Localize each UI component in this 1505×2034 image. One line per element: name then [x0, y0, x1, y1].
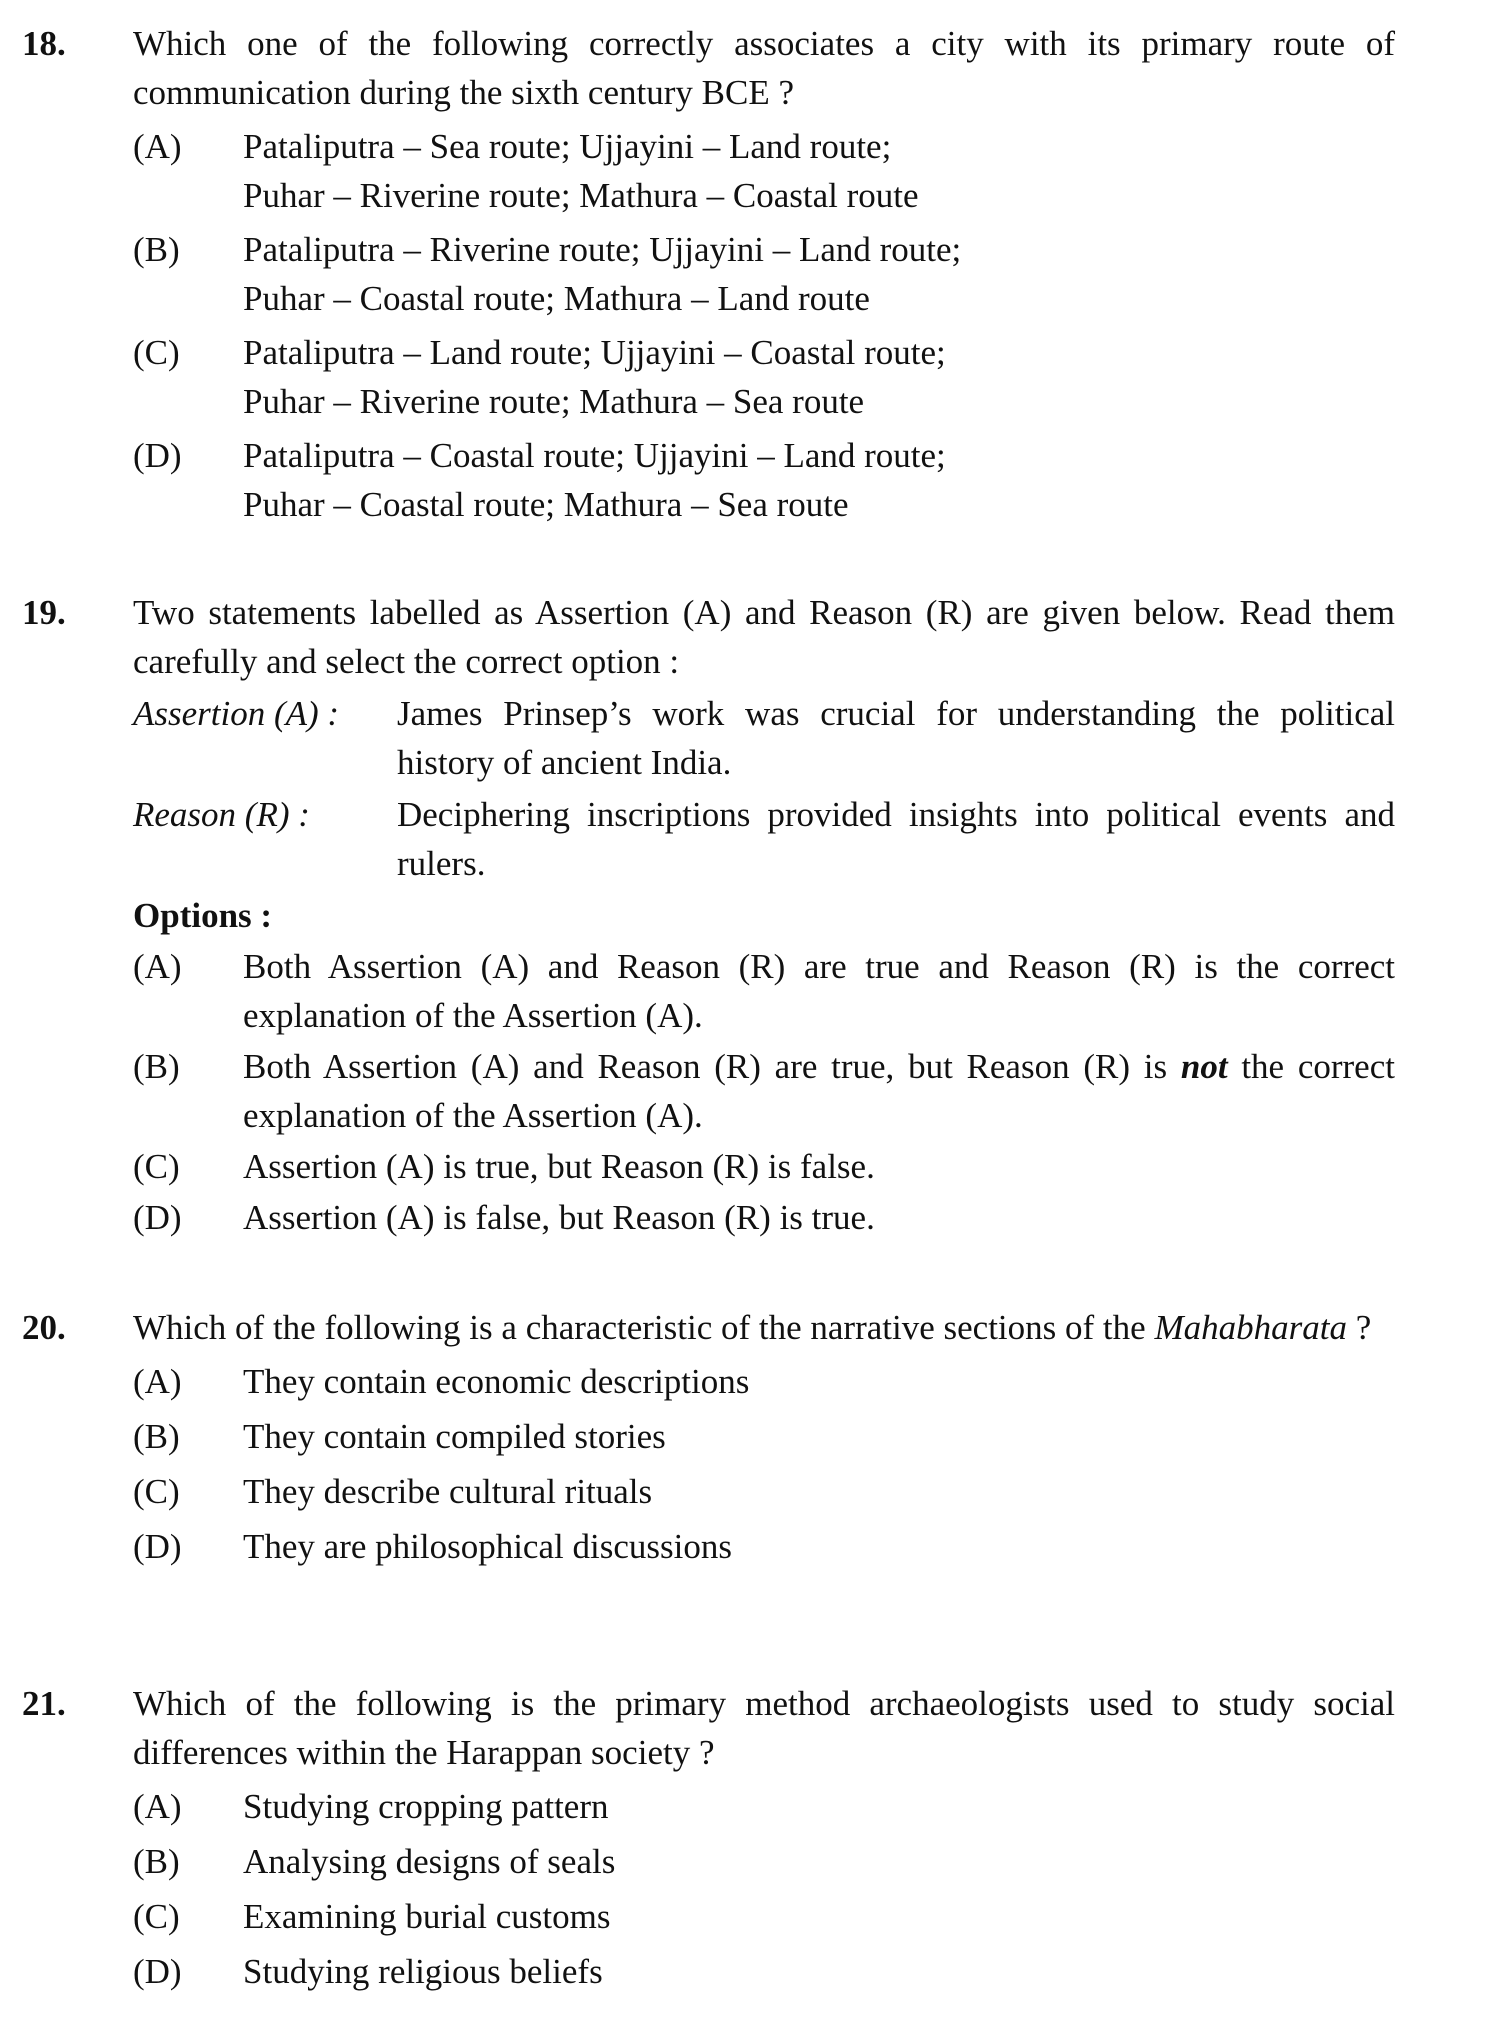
option-text-line: Puhar – Riverine route; Mathura – Sea route: [243, 382, 865, 421]
option-letter: (D): [133, 436, 182, 475]
option-letter: (C): [133, 1472, 180, 1511]
question-body: [133, 1679, 1395, 1996]
option-c: [133, 1142, 1395, 1191]
option-text-part: the correct explanation of the Assertion (A).: [243, 1047, 1395, 1135]
assertion: [133, 689, 1395, 787]
option-text-line: Pataliputra – Sea route; Ujjayini – Land route;: [243, 127, 892, 166]
option-letter: (C): [133, 1147, 180, 1186]
option-text: They are philosophical discussions: [243, 1527, 732, 1566]
option-text: They contain compiled stories: [243, 1417, 666, 1456]
option-text: They contain economic descriptions: [243, 1362, 750, 1401]
option-text: Both Assertion (A) and Reason (R) are true and Reason (R) is the correct explanation of the Assertion (A).: [243, 947, 1395, 1035]
option-letter: (A): [133, 1787, 182, 1826]
options-heading: Options :: [133, 896, 273, 935]
option-b: [133, 225, 1395, 323]
option-d: [133, 431, 1395, 529]
option-c: [133, 328, 1395, 426]
option-a: [133, 1782, 1395, 1831]
stem-text: ?: [1346, 1308, 1372, 1347]
option-letter: (B): [133, 1047, 180, 1086]
option-letter: (D): [133, 1527, 182, 1566]
option-text: Studying cropping pattern: [243, 1787, 609, 1826]
option-letter: (A): [133, 1362, 182, 1401]
option-text-line: Pataliputra – Coastal route; Ujjayini – Land route;: [243, 436, 946, 475]
option-d: [133, 1193, 1395, 1242]
option-letter: (B): [133, 1417, 180, 1456]
question-body: [133, 1303, 1395, 1571]
reason-label: Reason (R) :: [133, 795, 310, 834]
option-letter: (C): [133, 1897, 180, 1936]
option-a: [133, 122, 1395, 220]
question-number: 20.: [22, 1308, 66, 1347]
option-letter: (A): [133, 127, 182, 166]
option-c: [133, 1467, 1395, 1516]
question-stem: Which of the following is the primary method archaeologists used to study social differences within the Harappan society ?: [133, 1684, 1395, 1772]
option-b: [133, 1837, 1395, 1886]
option-a: [133, 1357, 1395, 1406]
option-letter: (D): [133, 1198, 182, 1237]
option-letter: (D): [133, 1952, 182, 1991]
option-b: [133, 1412, 1395, 1461]
stem-text: Which of the following is a characteristic of the narrative sections of the: [133, 1308, 1155, 1347]
question-number: 18.: [22, 24, 66, 63]
option-c: [133, 1892, 1395, 1941]
option-text: Examining burial customs: [243, 1897, 611, 1936]
question-stem: Two statements labelled as Assertion (A) and Reason (R) are given below. Read them carefully and select the correct option :: [133, 593, 1395, 681]
option-text: [243, 1047, 1395, 1135]
option-text: Analysing designs of seals: [243, 1842, 616, 1881]
question-body: [133, 588, 1395, 1242]
option-text-line: Puhar – Coastal route; Mathura – Land route: [243, 279, 870, 318]
option-text-line: Pataliputra – Riverine route; Ujjayini – Land route;: [243, 230, 962, 269]
option-letter: (B): [133, 230, 180, 269]
emphasis-not: not: [1180, 1047, 1228, 1086]
option-letter: (C): [133, 333, 180, 372]
assertion-text: James Prinsep’s work was crucial for understanding the political history of ancient India.: [397, 694, 1395, 782]
question-body: [133, 19, 1395, 529]
option-text: Assertion (A) is true, but Reason (R) is false.: [243, 1147, 875, 1186]
option-text-part: Both Assertion (A) and Reason (R) are true, but Reason (R) is: [243, 1047, 1181, 1086]
stem-italic-title: Mahabharata: [1154, 1308, 1347, 1347]
question-number: 21.: [22, 1684, 66, 1723]
option-text-line: Puhar – Riverine route; Mathura – Coastal route: [243, 176, 919, 215]
option-d: [133, 1522, 1395, 1571]
option-a: [133, 942, 1395, 1040]
question-stem: Which one of the following correctly associates a city with its primary route of communication during the sixth century BCE ?: [133, 24, 1395, 112]
option-b: [133, 1042, 1395, 1140]
option-text: They describe cultural rituals: [243, 1472, 653, 1511]
option-d: [133, 1947, 1395, 1996]
question-stem: [133, 1303, 1395, 1352]
option-letter: (B): [133, 1842, 180, 1881]
option-text-line: Puhar – Coastal route; Mathura – Sea route: [243, 485, 849, 524]
option-text-line: Pataliputra – Land route; Ujjayini – Coastal route;: [243, 333, 946, 372]
reason-text: Deciphering inscriptions provided insights into political events and rulers.: [397, 795, 1395, 883]
option-text: Studying religious beliefs: [243, 1952, 603, 1991]
option-letter: (A): [133, 947, 182, 986]
assertion-label: Assertion (A) :: [133, 694, 340, 733]
question-number: 19.: [22, 593, 66, 632]
option-text: Assertion (A) is false, but Reason (R) is true.: [243, 1198, 875, 1237]
reason: [133, 790, 1395, 888]
